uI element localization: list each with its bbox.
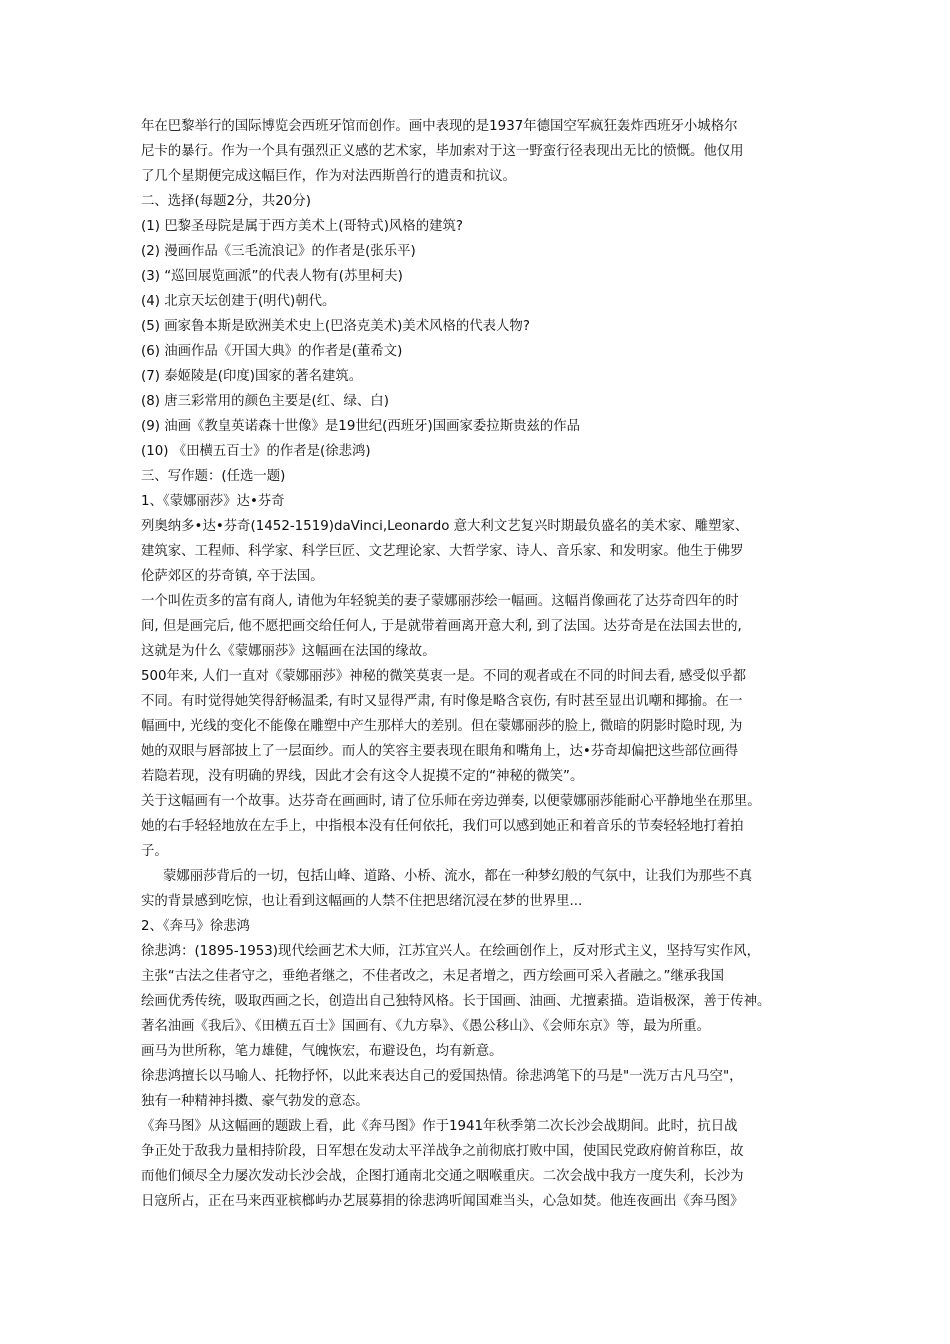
text-line: 关于这幅画有一个故事。达芬奇在画画时, 请了位乐师在旁边弹奏, 以便蒙娜丽莎能耐心平静地坐在那里。	[141, 794, 761, 809]
text-line: 而他们倾尽全力屡次发动长沙会战，企图打通南北交通之咽喉重庆。二次会战中我方一度失利，长沙为	[141, 1169, 744, 1184]
text-line: 这就是为什么《蒙娜丽莎》这幅画在法国的缘故。	[141, 644, 436, 659]
text-line: 主张“古法之佳者守之，垂绝者继之，不佳者改之，未足者增之，西方绘画可采入者融之。”继承我国	[141, 969, 724, 984]
text-line: 伦萨郊区的芬奇镇, 卒于法国。	[141, 569, 324, 584]
text-line: (4) 北京天坛创建于(明代)朝代。	[141, 294, 336, 309]
text-line: (6) 油画作品《开国大典》的作者是(董希文)	[141, 344, 403, 359]
text-line: 间, 但是画完后, 他不愿把画交给任何人, 于是就带着画离开意大利, 到了法国。达芬奇是在法国去世的,	[141, 619, 742, 634]
text-line: 她的双眼与唇部披上了一层面纱。而人的笑容主要表现在眼角和嘴角上，达•芬奇却偏把这些部位画得	[141, 744, 739, 759]
text-line: 一个叫佐贡多的富有商人, 请他为年轻貌美的妻子蒙娜丽莎绘一幅画。这幅肖像画花了达芬奇四年的时	[141, 594, 739, 609]
text-line: (2) 漫画作品《三毛流浪记》的作者是(张乐平)	[141, 244, 416, 259]
text-line: (8) 唐三彩常用的颜色主要是(红、绿、白)	[141, 394, 389, 409]
text-line: 2、《奔马》徐悲鸿	[141, 919, 250, 934]
text-line: 画马为世所称，笔力雄健，气魄恢宏，布避设色，均有新意。	[141, 1044, 503, 1059]
text-line: 徐悲鸿：(1895-1953)现代绘画艺术大师，江苏宜兴人。在绘画创作上，反对形式主义，坚持写实作风，	[141, 944, 761, 959]
text-line: 年在巴黎举行的国际博览会西班牙馆而创作。画中表现的是1937年德国空军疯狂轰炸西班牙小城格尔	[141, 119, 738, 134]
text-line: (5) 画家鲁本斯是欧洲美术史上(巴洛克美术)美术风格的代表人物?	[141, 319, 530, 334]
text-line: 绘画优秀传统，吸取西画之长，创造出自己独特风格。长于国画、油画、尤擅素描。造诣极深，善于传神。	[141, 994, 771, 1009]
text-line: 1、《蒙娜丽莎》达•芬奇	[141, 494, 285, 509]
text-line: (10) 《田横五百士》的作者是(徐悲鸿)	[141, 444, 371, 459]
text-line: 了几个星期便完成这幅巨作，作为对法西斯兽行的遣责和抗议。	[141, 169, 516, 184]
text-line: 500年来, 人们一直对《蒙娜丽莎》神秘的微笑莫衷一是。不同的观者或在不同的时间去看, 感受似乎都	[141, 669, 746, 684]
text-line: 幅画中, 光线的变化不能像在雕塑中产生那样大的差别。但在蒙娜丽莎的脸上, 微暗的阴影时隐时现, 为	[141, 719, 743, 734]
text-line: 独有一种精神抖擞、豪气勃发的意态。	[141, 1094, 369, 1109]
text-line: 争正处于敌我力量相持阶段，日军想在发动太平洋战争之前彻底打败中国，使国民党政府俯首称臣，故	[141, 1144, 744, 1159]
text-line: 二、选择(每题2分，共20分)	[141, 194, 311, 209]
text-line: 建筑家、工程师、科学家、科学巨匠、文艺理论家、大哲学家、诗人、音乐家、和发明家。他生于佛罗	[141, 544, 744, 559]
text-line: 蒙娜丽莎背后的一切，包括山峰、道路、小桥、流水，都在一种梦幻般的气氛中，让我们为那些不真	[163, 869, 753, 884]
text-line: 《奔马图》从这幅画的题跋上看，此《奔马图》作于1941年秋季第二次长沙会战期间。此时，抗日战	[141, 1119, 738, 1134]
text-line: 著名油画《我后》、《田横五百士》国画有、《九方皋》、《愚公移山》、《会师东京》等，最为所重。	[141, 1019, 711, 1034]
text-line: 实的背景感到吃惊，也让看到这幅画的人禁不住把思绪沉浸在梦的世界里...	[141, 894, 583, 909]
text-line: 徐悲鸿擅长以马喻人、托物抒怀，以此来表达自己的爱国热情。徐悲鸿笔下的马是"一洗万古凡马空"，	[141, 1069, 743, 1084]
text-line: 三、写作题：(任选一题)	[141, 469, 286, 484]
text-line: (9) 油画《教皇英诺森十世像》是19世纪(西班牙)国画家委拉斯贵兹的作品	[141, 419, 581, 434]
text-line: 子。	[141, 844, 168, 859]
text-line: 日寇所占，正在马来西亚槟榔屿办艺展募捐的徐悲鸿听闻国难当头，心急如焚。他连夜画出《奔马图》	[141, 1194, 744, 1209]
text-line: 尼卡的暴行。作为一个具有强烈正义感的艺术家，毕加索对于这一野蛮行径表现出无比的愤慨。他仅用	[141, 144, 744, 159]
text-line: 不同。有时觉得她笑得舒畅温柔, 有时又显得严肃, 有时像是略含哀伤, 有时甚至显出讥嘲和揶揄。在一	[141, 694, 743, 709]
text-line: (1) 巴黎圣母院是属于西方美术上(哥特式)风格的建筑?	[141, 219, 463, 234]
text-line: (3) “巡回展览画派”的代表人物有(苏里柯夫)	[141, 269, 403, 284]
text-line: 她的右手轻轻地放在左手上，中指根本没有任何依托，我们可以感到她正和着音乐的节奏轻轻地打着拍	[141, 819, 744, 834]
text-line: (7) 泰姬陵是(印度)国家的著名建筑。	[141, 369, 363, 384]
text-line: 若隐若现，没有明确的界线，因此才会有这令人捉摸不定的“神秘的微笑”。	[141, 769, 584, 784]
text-line: 列奥纳多•达•芬奇(1452-1519)daVinci,Leonardo 意大利文艺复兴时期最负盛名的美术家、雕塑家、	[141, 519, 749, 534]
